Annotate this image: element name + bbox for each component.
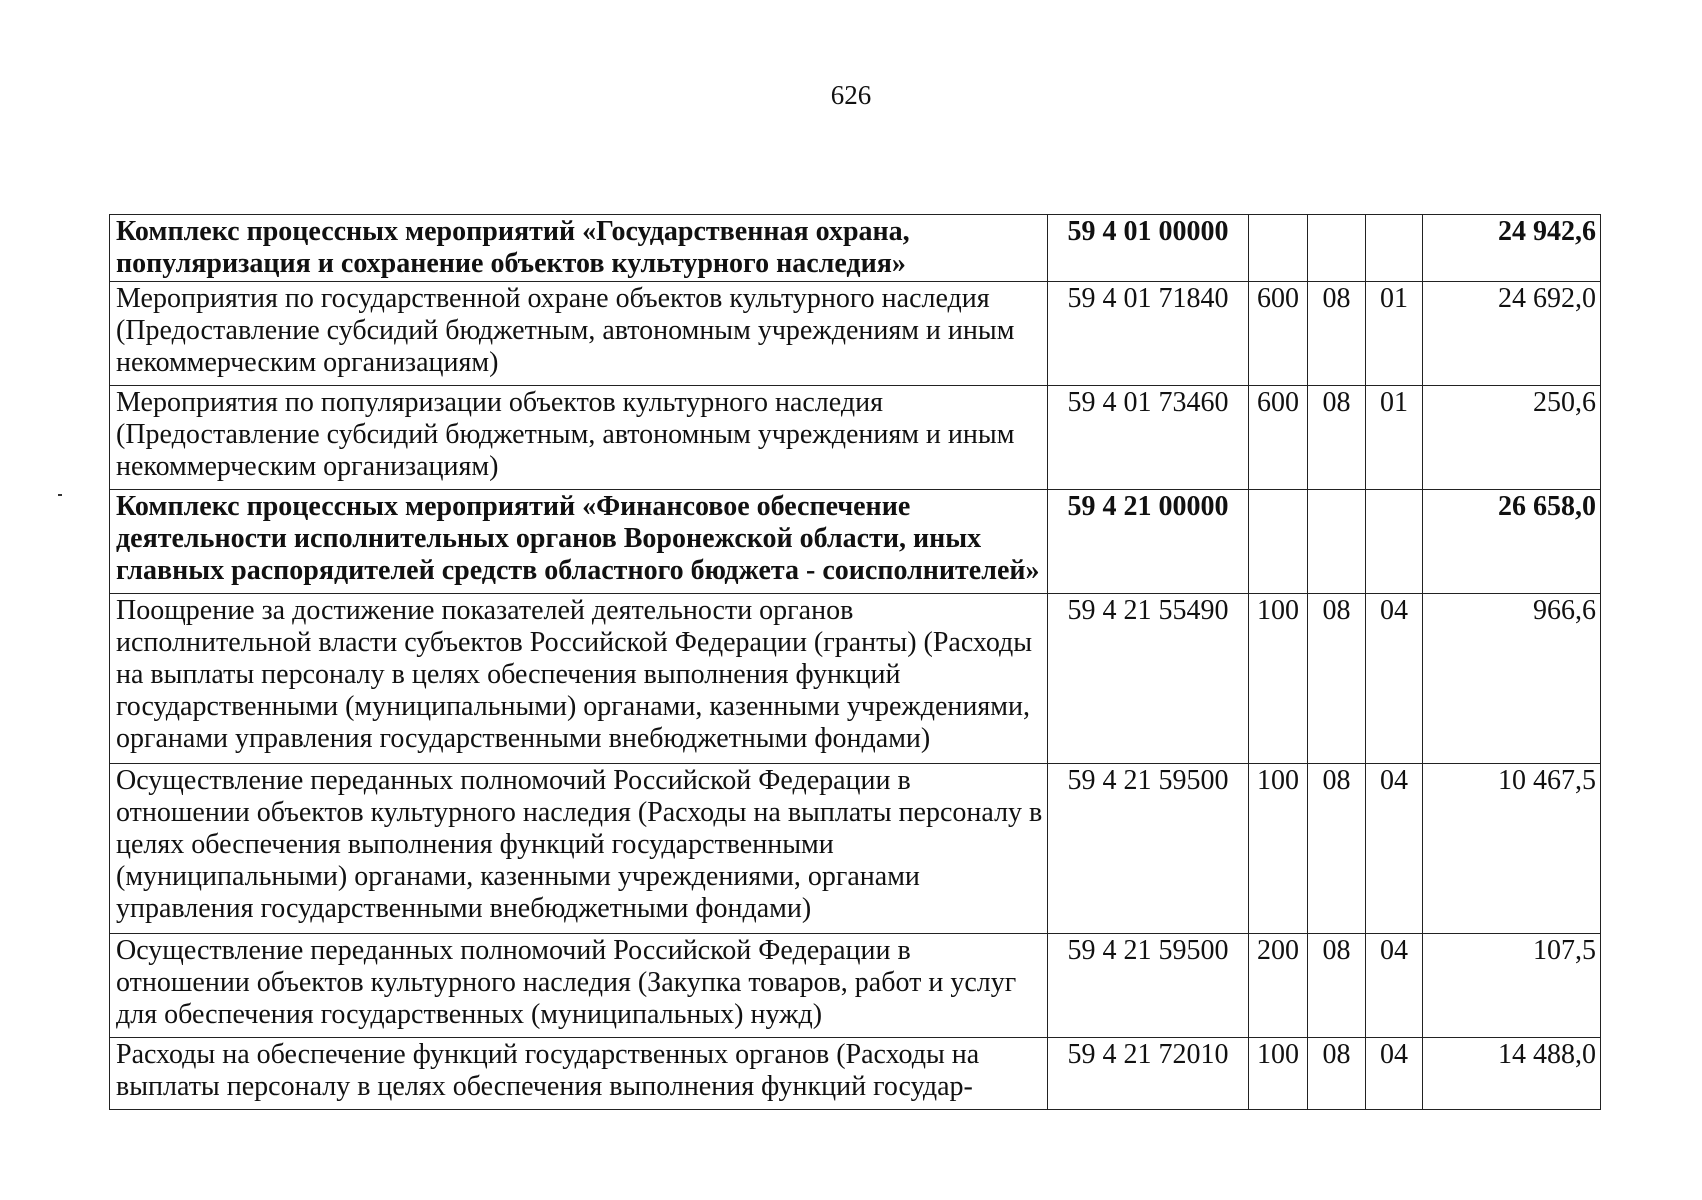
section-cell: 08 bbox=[1308, 1038, 1366, 1110]
amount-cell: 107,5 bbox=[1423, 934, 1601, 1038]
expense-type-cell: 100 bbox=[1249, 594, 1308, 764]
expense-type-cell: 600 bbox=[1249, 282, 1308, 386]
budget-table bbox=[109, 214, 1601, 1110]
target-code-cell: 59 4 21 55490 bbox=[1048, 594, 1249, 764]
amount-cell: 14 488,0 bbox=[1423, 1038, 1601, 1110]
amount-cell: 24 942,6 bbox=[1423, 215, 1601, 282]
amount-cell: 26 658,0 bbox=[1423, 490, 1601, 594]
subsection-cell: 04 bbox=[1366, 1038, 1423, 1110]
table-row bbox=[110, 1038, 1601, 1110]
table-row bbox=[110, 215, 1601, 282]
amount-cell: 24 692,0 bbox=[1423, 282, 1601, 386]
target-code-cell: 59 4 01 73460 bbox=[1048, 386, 1249, 490]
expense-type-cell: 600 bbox=[1249, 386, 1308, 490]
amount-cell: 966,6 bbox=[1423, 594, 1601, 764]
table-row bbox=[110, 934, 1601, 1038]
subsection-cell: 04 bbox=[1366, 934, 1423, 1038]
target-code-cell: 59 4 01 00000 bbox=[1048, 215, 1249, 282]
subsection-cell: 04 bbox=[1366, 764, 1423, 934]
section-cell: 08 bbox=[1308, 934, 1366, 1038]
expense-type-cell bbox=[1249, 215, 1308, 282]
row-name-cell: Расходы на обеспечение функций государственных органов (Расходы на выплаты персоналу в целях обеспечения выполнения функций государ- bbox=[110, 1038, 1048, 1110]
row-name-cell: Осуществление переданных полномочий Российской Федерации в отношении объектов культурного наследия (Закупка товаров, работ и услуг для обеспечения государственных (муниципальных) нужд) bbox=[110, 934, 1048, 1038]
target-code-cell: 59 4 21 59500 bbox=[1048, 764, 1249, 934]
table-row bbox=[110, 490, 1601, 594]
target-code-cell: 59 4 21 00000 bbox=[1048, 490, 1249, 594]
expense-type-cell bbox=[1249, 490, 1308, 594]
section-cell bbox=[1308, 215, 1366, 282]
section-cell: 08 bbox=[1308, 282, 1366, 386]
subsection-cell: 04 bbox=[1366, 594, 1423, 764]
table-row bbox=[110, 764, 1601, 934]
subsection-cell: 01 bbox=[1366, 386, 1423, 490]
row-name-cell: Мероприятия по популяризации объектов культурного наследия (Предоставление субсидий бюджетным, автономным учреждениям и иным некоммерческим организациям) bbox=[110, 386, 1048, 490]
table-row bbox=[110, 282, 1601, 386]
target-code-cell: 59 4 01 71840 bbox=[1048, 282, 1249, 386]
row-name-cell: Комплекс процессных мероприятий «Финансовое обеспечение деятельности исполнительных органов Воронежской области, иных главных распорядителей средств областного бюджета - соисполнителей» bbox=[110, 490, 1048, 594]
row-name-cell: Осуществление переданных полномочий Российской Федерации в отношении объектов культурного наследия (Расходы на выплаты персоналу в целях обеспечения выполнения функций государственными (муниципальными) органами, казенными учреждениями, органами управления государственными внебюджетными фондами) bbox=[110, 764, 1048, 934]
table-row bbox=[110, 386, 1601, 490]
subsection-cell: 01 bbox=[1366, 282, 1423, 386]
target-code-cell: 59 4 21 59500 bbox=[1048, 934, 1249, 1038]
section-cell: 08 bbox=[1308, 594, 1366, 764]
expense-type-cell: 100 bbox=[1249, 764, 1308, 934]
target-code-cell: 59 4 21 72010 bbox=[1048, 1038, 1249, 1110]
amount-cell: 10 467,5 bbox=[1423, 764, 1601, 934]
subsection-cell bbox=[1366, 215, 1423, 282]
table-row bbox=[110, 594, 1601, 764]
amount-cell: 250,6 bbox=[1423, 386, 1601, 490]
row-name-cell: Комплекс процессных мероприятий «Государственная охрана, популяризация и сохранение объектов культурного наследия» bbox=[110, 215, 1048, 282]
subsection-cell bbox=[1366, 490, 1423, 594]
expense-type-cell: 200 bbox=[1249, 934, 1308, 1038]
section-cell: 08 bbox=[1308, 386, 1366, 490]
page-number: 626 bbox=[830, 80, 872, 110]
expense-type-cell: 100 bbox=[1249, 1038, 1308, 1110]
row-name-cell: Поощрение за достижение показателей деятельности органов исполнительной власти субъектов Российской Федерации (гранты) (Расходы на выплаты персоналу в целях обеспечения выполнения функций государственными (муниципальными) органами, казенными учреждениями, органами управления государственными внебюджетными фондами) bbox=[110, 594, 1048, 764]
scan-speck bbox=[58, 494, 62, 496]
section-cell: 08 bbox=[1308, 764, 1366, 934]
row-name-cell: Мероприятия по государственной охране объектов культурного наследия (Предоставление субсидий бюджетным, автономным учреждениям и иным некоммерческим организациям) bbox=[110, 282, 1048, 386]
section-cell bbox=[1308, 490, 1366, 594]
